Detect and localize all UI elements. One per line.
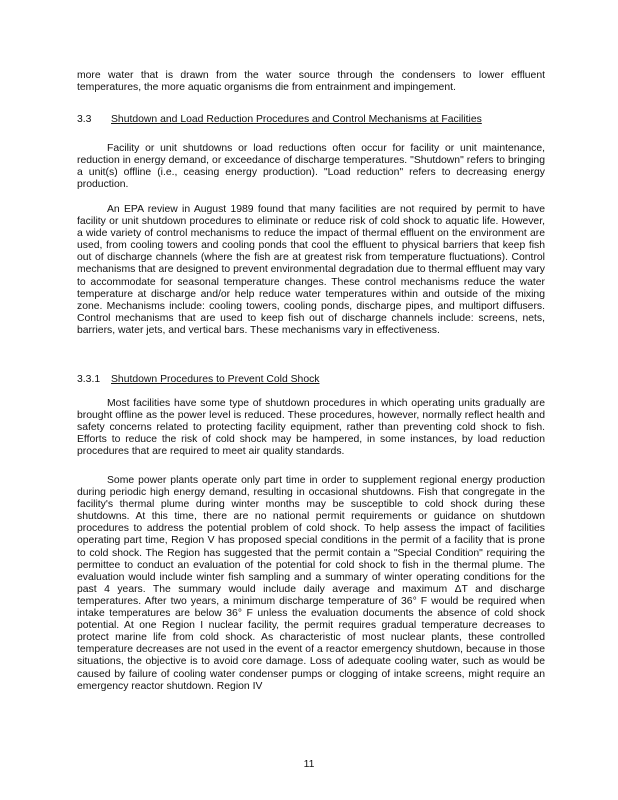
section-heading-3-3: [77, 114, 557, 126]
paragraph-shutdown-definition: Facility or unit shutdowns or load reductions often occur for facility or unit maintenance, reduction in energy demand, or exceedance of discharge temperatures. "Shutdown" refers to bringing a unit(s) offline (i.e., ceasing energy production). "Load reduction" refers to decreasing energy production.: [77, 143, 545, 191]
section-number: 3.3: [77, 114, 92, 125]
section-title: Shutdown and Load Reduction Procedures and Control Mechanisms at Facilities: [111, 114, 482, 125]
section-title: Shutdown Procedures to Prevent Cold Shock: [111, 374, 320, 385]
paragraph-continuation: more water that is drawn from the water source through the condensers to lower effluent temperatures, the more aquatic organisms die from entrainment and impingement.: [77, 70, 545, 94]
section-heading-3-3-1: [77, 374, 557, 386]
paragraph-part-time-plants: Some power plants operate only part time in order to supplement regional energy production during periodic high energy demand, resulting in occasional shutdowns. Fish that congregate in the facility's thermal plume during winter months may be susceptible to cold shock during these shutdowns. At this time, there are no national permit requirements or guidance on shutdown procedures to address the potential problem of cold shock. To help assess the impact of facilities operating part time, Region V has proposed special conditions in the permit of a facility that is prone to cold shock. The Region has suggested that the permit contain a "Special Condition" requiring the permittee to conduct an evaluation of the potential for cold shock to fish in the thermal plume. The evaluation would include winter fish sampling and a summary of winter operating conditions for the past 4 years. The summary would include daily average and maximum ΔT and discharge temperatures. After two years, a minimum discharge temperature of 36° F would be required when intake temperatures are below 36° F unless the evaluation documents the absence of cold shock potential. At one Region I nuclear facility, the permit requires gradual temperature decreases to protect marine life from cold shock. As characteristic of most nuclear plants, these controlled temperature decreases are not used in the event of a reactor emergency shutdown, because in those situations, the objective is to avoid core damage. Loss of adequate cooling water, such as would be caused by failure of cooling water condenser pumps or clogging of intake screens, might require an emergency reactor shutdown. Region IV: [77, 475, 545, 692]
paragraph-epa-review: An EPA review in August 1989 found that many facilities are not required by permit to have facility or unit shutdown procedures to eliminate or reduce risk of cold shock to aquatic life. However, a wide variety of control mechanisms to reduce the impact of thermal effluent on the environment are used, from cooling towers and cooling ponds that cool the effluent to physical barriers that keep fish out of discharge channels (where the fish are at greatest risk from temperature fluctuations). Control mechanisms that are designed to prevent environmental degradation due to thermal effluent may vary to accommodate for seasonal temperature changes. These control mechanisms reduce the water temperature at discharge and/or help reduce water temperatures within and outside of the mixing zone. Mechanisms include: cooling towers, cooling ponds, discharge pipes, and multiport diffusers. Control mechanisms that are used to keep fish out of discharge channels include: screens, nets, barriers, water jets, and vertical bars. These mechanisms vary in effectiveness.: [77, 204, 545, 336]
section-number: 3.3.1: [77, 374, 101, 385]
paragraph-shutdown-procedures: Most facilities have some type of shutdown procedures in which operating units gradually are brought offline as the power level is reduced. These procedures, however, normally reflect health and safety concerns related to protecting facility equipment, rather than preventing cold shock to fish. Efforts to reduce the risk of cold shock may be hampered, in some instances, by load reduction procedures that are required to meet air quality standards.: [77, 398, 545, 458]
page-number: 11: [303, 759, 315, 770]
